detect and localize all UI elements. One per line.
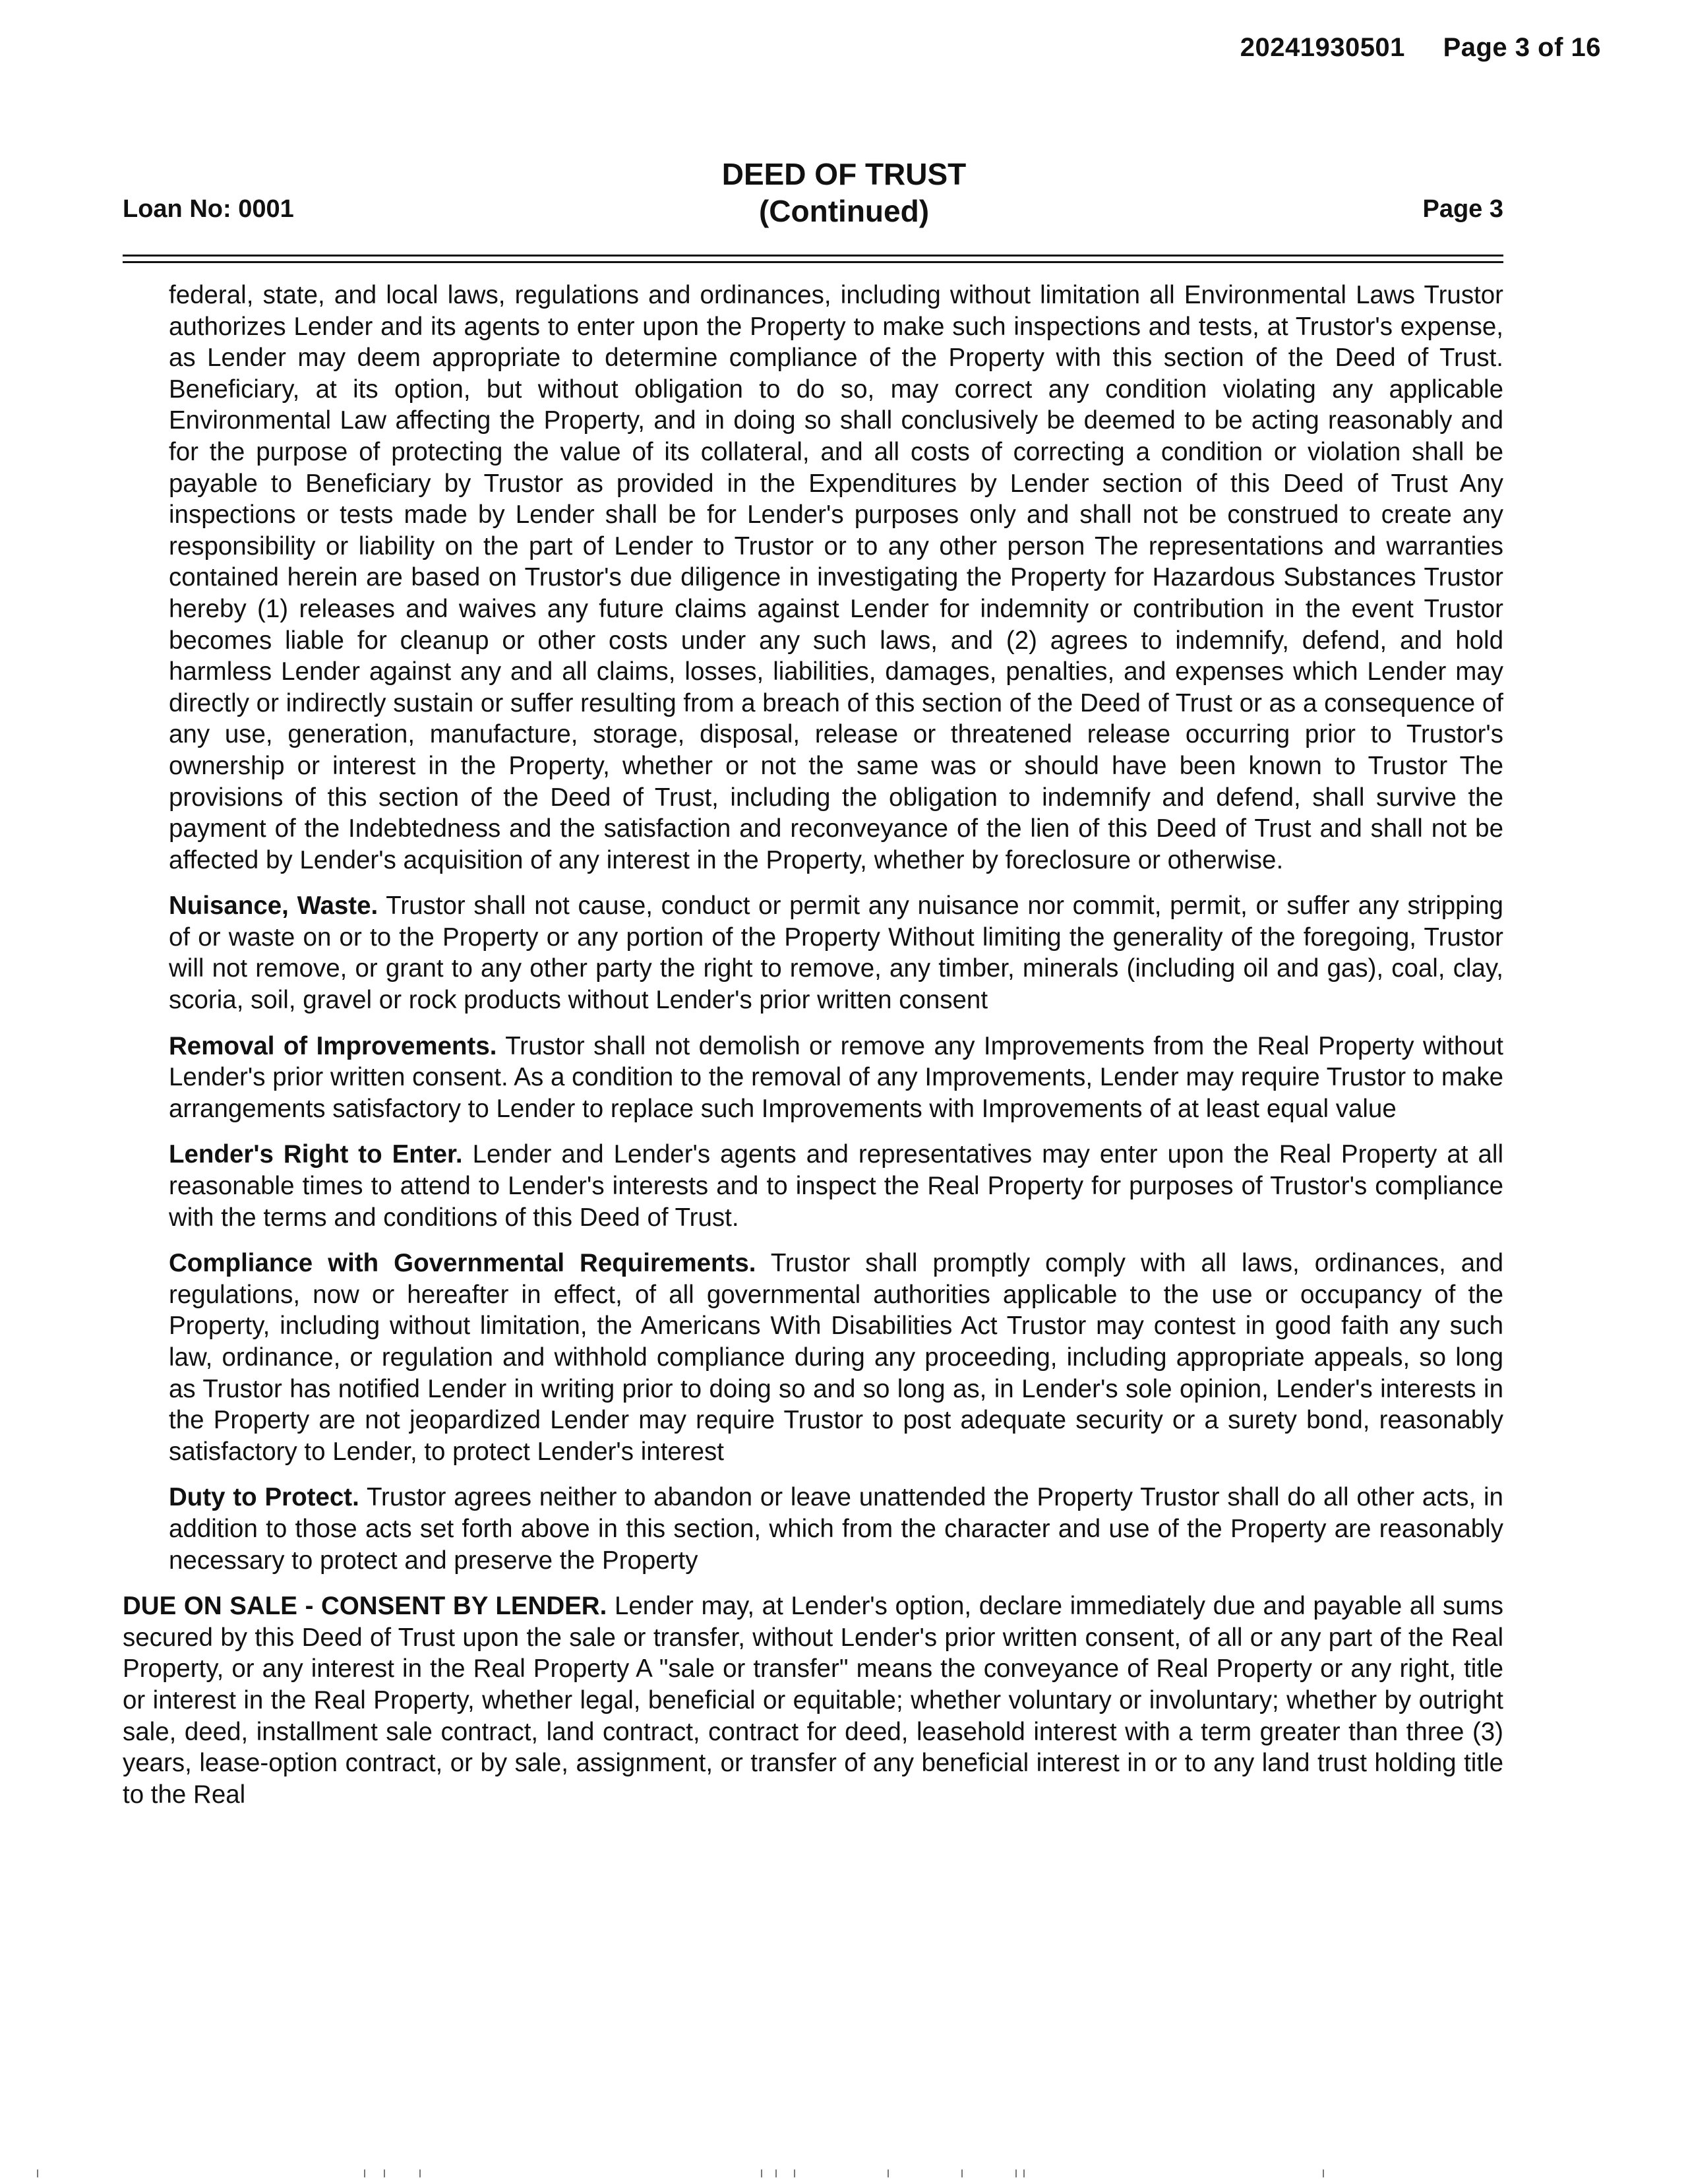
nuisance-waste-heading: Nuisance, Waste. — [169, 892, 378, 921]
due-on-sale-heading: DUE ON SALE - CONSENT BY LENDER. — [123, 1592, 607, 1621]
governmental-compliance-paragraph — [169, 1248, 1503, 1467]
right-to-enter-body: Lender and Lender's agents and representatives may enter upon the Real Property at all reasonable times to attend to Lender's interests and to inspect the Real Property for purposes of Trustor's compliance with the terms and conditions of this Deed of Trust. — [169, 1140, 1503, 1232]
duty-to-protect-paragraph — [169, 1482, 1503, 1576]
instrument-number: 20241930501 — [1240, 33, 1405, 62]
duty-to-protect-body: Trustor agrees neither to abandon or leave unattended the Property Trustor shall do all other acts, in addition to those acts set forth above in this section, which from the character and use of the Property are reasonably necessary to protect and preserve the Property — [169, 1483, 1503, 1575]
governmental-compliance-body: Trustor shall promptly comply with all laws, ordinances, and regulations, now or hereafter in effect, of all governmental authorities applicable to the use or occupancy of the Property, including without limitation, the Americans With Disabilities Act Trustor may contest in good faith any such law, ordinance, or regulation and withhold compliance during any proceeding, including appropriate appeals, so long as Trustor has notified Lender in writing prior to doing so and so long as, in Lender's sole opinion, Lender's interests in the Property are not jeopardized Lender may require Trustor to post adequate security or a surety bond, reasonably satisfactory to Lender, to protect Lender's interest — [169, 1249, 1503, 1466]
header-divider-bottom — [123, 261, 1503, 263]
governmental-compliance-heading: Compliance with Governmental Requirements. — [169, 1249, 756, 1278]
due-on-sale-paragraph — [123, 1591, 1503, 1810]
document-body — [123, 280, 1503, 1825]
recording-header — [1240, 33, 1601, 63]
right-to-enter-paragraph — [169, 1139, 1503, 1233]
nuisance-waste-paragraph — [169, 890, 1503, 1016]
nuisance-waste-body: Trustor shall not cause, conduct or permit any nuisance nor commit, permit, or suffer any stripping of or waste on or to the Property or any portion of the Property Without limiting the generality of the foregoing, Trustor will not remove, or grant to any other party the right to remove, any timber, minerals (including oil and gas), coal, clay, scoria, soil, gravel or rock products without Lender's prior written consent — [169, 892, 1503, 1015]
removal-of-improvements-heading: Removal of Improvements. — [169, 1031, 497, 1060]
removal-of-improvements-paragraph — [169, 1031, 1503, 1125]
scan-edge-marks — [0, 2169, 1688, 2179]
loan-number: Loan No: 0001 — [123, 195, 294, 223]
recording-page-count: Page 3 of 16 — [1443, 33, 1601, 62]
removal-of-improvements-body: Trustor shall not demolish or remove any Improvements from the Real Property without Lender's prior written consent. As a condition to the removal of any Improvements, Lender may require Trustor to make arrangements satisfactory to Lender to replace such Improvements with Improvements of at least equal value — [169, 1031, 1503, 1123]
right-to-enter-heading: Lender's Right to Enter. — [169, 1140, 463, 1169]
document-subtitle: (Continued) — [758, 194, 930, 228]
environmental-continuation-paragraph: federal, state, and local laws, regulations and ordinances, including without limitation all Environmental Laws Trustor authorizes Lender and its agents to enter upon the Property to make such inspections and tests, at Trustor's expense, as Lender may deem appropriate to determine compliance of the Property with this section of the Deed of Trust. Beneficiary, at its option, but without obligation to do so, may correct any condition violating any applicable Environmental Law affecting the Property, and in doing so shall conclusively be deemed to be acting reasonably and for the purpose of protecting the value of its collateral, and all costs of correcting a condition or violation shall be payable to Beneficiary by Trustor as provided in the Expenditures by Lender section of this Deed of Trust Any inspections or tests made by Lender shall be for Lender's purposes only and shall not be construed to create any responsibility or liability on the part of Lender to Trustor or to any other person The representations and warranties contained herein are based on Trustor's due diligence in investigating the Property for Hazardous Substances Trustor hereby (1) releases and waives any future claims against Lender for indemnity or contribution in the event Trustor becomes liable for cleanup or other costs under any such laws, and (2) agrees to indemnify, defend, and hold harmless Lender against any and all claims, losses, liabilities, damages, penalties, and expenses which Lender may directly or indirectly sustain or suffer resulting from a breach of this section of the Deed of Trust or as a consequence of any use, generation, manufacture, storage, disposal, release or threatened release occurring prior to Trustor's ownership or interest in the Property, whether or not the same was or should have been known to Trustor The provisions of this section of the Deed of Trust, including the obligation to indemnify and defend, shall survive the payment of the Indebtedness and the satisfaction and reconveyance of the lien of this Deed of Trust and shall not be affected by Lender's acquisition of any interest in the Property, whether by foreclosure or otherwise. — [169, 281, 1503, 874]
page-number: Page 3 — [1422, 195, 1503, 223]
duty-to-protect-heading: Duty to Protect. — [169, 1483, 359, 1512]
due-on-sale-body: Lender may, at Lender's option, declare immediately due and payable all sums secured by this Deed of Trust upon the sale or transfer, without Lender's prior written consent, of all or any part of the Real Property, or any interest in the Real Property A "sale or transfer" means the conveyance of Real Property or any right, title or interest in the Real Property, whether legal, beneficial or equitable; whether voluntary or involuntary; whether by outright sale, deed, installment sale contract, land contract, contract for deed, leasehold interest with a term greater than three (3) years, lease-option contract, or by sale, assignment, or transfer of any beneficial interest in or to any land trust holding title to the Real — [123, 1592, 1503, 1809]
document-title: DEED OF TRUST — [721, 157, 967, 191]
header-divider-top — [123, 255, 1503, 257]
